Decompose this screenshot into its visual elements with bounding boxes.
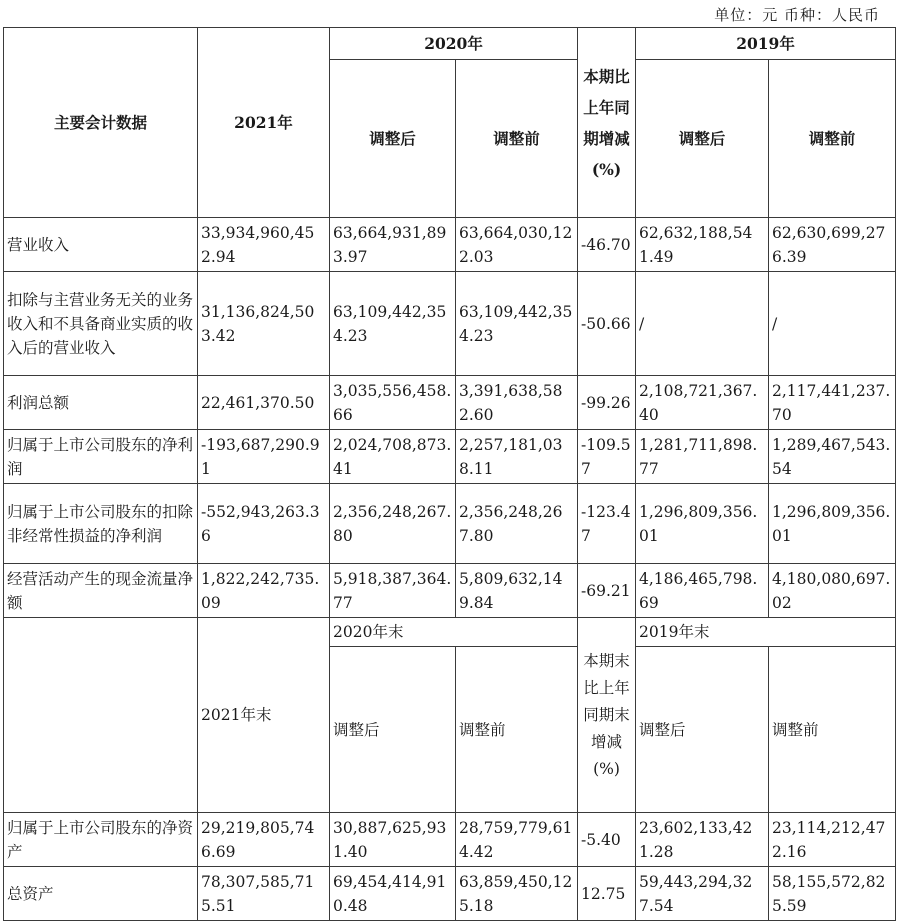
value-2021: 33,934,960,452.94 [198,218,330,272]
header-yoy-change: 本期比上年同期增减(%) [578,28,636,218]
value-2021-end: 29,219,805,746.69 [198,813,330,867]
value-yoy-change: 12.75 [578,867,636,921]
header2-2021-end: 2021年末 [198,618,330,813]
header-main-data: 主要会计数据 [4,28,198,218]
header-2020-adjusted-after: 调整后 [330,60,456,218]
value-2019-end-adjusted-before: 58,155,572,825.59 [769,867,896,921]
table-row [4,867,896,921]
value-2020-end-adjusted-before: 28,759,779,614.42 [456,813,578,867]
value-2020-adjusted-after: 2,024,708,873.41 [330,430,456,484]
header-2019: 2019年 [636,28,896,60]
value-2020-adjusted-after: 2,356,248,267.80 [330,484,456,564]
row-label: 归属于上市公司股东的净利润 [4,430,198,484]
row-label: 扣除与主营业务无关的业务收入和不具备商业实质的收入后的营业收入 [4,272,198,376]
value-2020-adjusted-after: 5,918,387,364.77 [330,564,456,618]
header-2021: 2021年 [198,28,330,218]
value-yoy-change: -5.40 [578,813,636,867]
header2-2020-adjusted-before: 调整前 [456,647,578,813]
unit-currency-label: 单位：元 币种：人民币 [714,6,880,24]
table-row [4,430,896,484]
table-row [4,813,896,867]
value-yoy-change: -69.21 [578,564,636,618]
value-2019-adjusted-after: 62,632,188,541.49 [636,218,769,272]
row-label: 归属于上市公司股东的扣除非经常性损益的净利润 [4,484,198,564]
header2-empty [4,618,198,813]
header-2019-adjusted-before: 调整前 [769,60,896,218]
value-2021: 1,822,242,735.09 [198,564,330,618]
value-2020-adjusted-before: 5,809,632,149.84 [456,564,578,618]
value-yoy-change: -99.26 [578,376,636,430]
value-2020-adjusted-before: 63,664,030,122.03 [456,218,578,272]
row-label: 总资产 [4,867,198,921]
value-2019-adjusted-before: 62,630,699,276.39 [769,218,896,272]
value-2019-adjusted-before: 2,117,441,237.70 [769,376,896,430]
key-accounting-data-table [3,27,896,921]
header2-yoy-change: 本期末比上年同期末增减(%) [578,618,636,813]
value-2020-adjusted-before: 63,109,442,354.23 [456,272,578,376]
value-yoy-change: -123.47 [578,484,636,564]
header-2019-adjusted-after: 调整后 [636,60,769,218]
header-2020: 2020年 [330,28,578,60]
table-row [4,218,896,272]
value-2020-end-adjusted-after: 69,454,414,910.48 [330,867,456,921]
value-2019-adjusted-after: / [636,272,769,376]
value-2019-end-adjusted-before: 23,114,212,472.16 [769,813,896,867]
value-2019-adjusted-after: 1,296,809,356.01 [636,484,769,564]
value-2021: 22,461,370.50 [198,376,330,430]
value-2019-end-adjusted-after: 23,602,133,421.28 [636,813,769,867]
header-2020-adjusted-before: 调整前 [456,60,578,218]
row-label: 归属于上市公司股东的净资产 [4,813,198,867]
value-2021: -193,687,290.91 [198,430,330,484]
value-2020-adjusted-before: 2,257,181,038.11 [456,430,578,484]
row-label: 经营活动产生的现金流量净额 [4,564,198,618]
table-row [4,564,896,618]
value-2019-adjusted-after: 2,108,721,367.40 [636,376,769,430]
value-2019-adjusted-after: 1,281,711,898.77 [636,430,769,484]
value-2019-end-adjusted-after: 59,443,294,327.54 [636,867,769,921]
header2-2019-end: 2019年末 [636,618,896,647]
value-2019-adjusted-before: / [769,272,896,376]
header2-2019-adjusted-before: 调整前 [769,647,896,813]
value-yoy-change: -46.70 [578,218,636,272]
value-2021-end: 78,307,585,715.51 [198,867,330,921]
value-2019-adjusted-before: 1,296,809,356.01 [769,484,896,564]
value-2020-end-adjusted-after: 30,887,625,931.40 [330,813,456,867]
value-2020-adjusted-before: 2,356,248,267.80 [456,484,578,564]
value-2020-adjusted-after: 63,664,931,893.97 [330,218,456,272]
row-label: 利润总额 [4,376,198,430]
header2-2020-end: 2020年末 [330,618,578,647]
value-2019-adjusted-after: 4,186,465,798.69 [636,564,769,618]
value-2021: -552,943,263.36 [198,484,330,564]
table-row [4,484,896,564]
value-2020-end-adjusted-before: 63,859,450,125.18 [456,867,578,921]
value-2019-adjusted-before: 1,289,467,543.54 [769,430,896,484]
header2-2020-adjusted-after: 调整后 [330,647,456,813]
value-2020-adjusted-after: 63,109,442,354.23 [330,272,456,376]
value-2019-adjusted-before: 4,180,080,697.02 [769,564,896,618]
value-2020-adjusted-before: 3,391,638,582.60 [456,376,578,430]
table-row [4,272,896,376]
header2-2019-adjusted-after: 调整后 [636,647,769,813]
value-2021: 31,136,824,503.42 [198,272,330,376]
value-2020-adjusted-after: 3,035,556,458.66 [330,376,456,430]
value-yoy-change: -109.57 [578,430,636,484]
value-yoy-change: -50.66 [578,272,636,376]
row-label: 营业收入 [4,218,198,272]
table-row [4,376,896,430]
